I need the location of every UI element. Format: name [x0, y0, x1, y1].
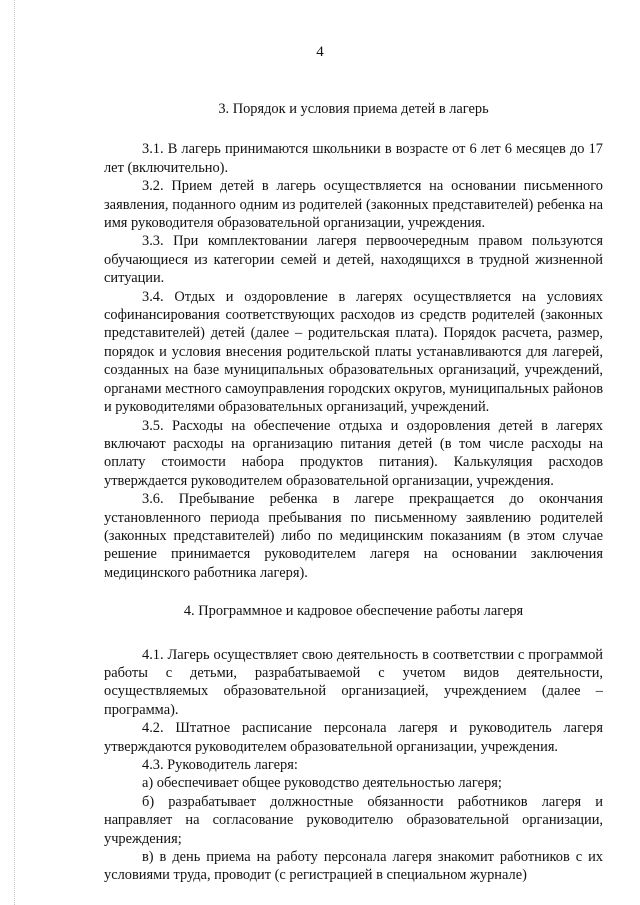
section-4-heading: 4. Программное и кадровое обеспечение работы лагеря	[183, 603, 524, 620]
list-item-b: б) разрабатывает должностные обязанности работников лагеря и направляет на согласование руководителю образовательной организации, учреждения;	[104, 793, 603, 847]
binding-edge-line	[14, 0, 16, 905]
paragraph-4-1: 4.1. Лагерь осуществляет свою деятельность в соответствии с программой работы с детьми, разрабатываемой с учетом видов деятельности, осуществляемых образовательной организацией, учреждением (далее – программа).	[104, 646, 603, 718]
paragraph-3-6: 3.6. Пребывание ребенка в лагере прекращается до окончания установленного периода пребывания по письменному заявлению родителей (законных представителей) либо по медицинским показаниям (в этом случае решение принимается руководителем лагеря на основании заключения медицинского работника лагеря).	[104, 491, 603, 581]
paragraph-3-5: 3.5. Расходы на обеспечение отдыха и оздоровления детей в лагерях включают расходы на организацию питания детей (в том числе расходы на оплату стоимости набора продуктов питания). Калькуляция расходов утверждается руководителем образовательной организации, учреждения.	[104, 417, 603, 489]
paragraph-3-3: 3.3. При комплектовании лагеря первоочередным правом пользуются обучающиеся из категории семей и детей, находящихся в трудной жизненной ситуации.	[104, 233, 603, 287]
page-number: 4	[316, 44, 324, 60]
paragraph-4-2: 4.2. Штатное расписание персонала лагеря и руководитель лагеря утверждаются руководителем образовательной организации, учреждения.	[104, 720, 603, 755]
document-body	[104, 100, 603, 885]
list-item-v: в) в день приема на работу персонала лагеря знакомит работников с их условиями труда, проводит (с регистрацией в специальном журнале)	[104, 849, 603, 884]
paragraph-3-2: 3.2. Прием детей в лагерь осуществляется на основании письменного заявления, поданного одним из родителей (законных представителей) ребенка на имя руководителя образовательной организации, учреждения.	[104, 178, 603, 232]
paragraph-3-4: 3.4. Отдых и оздоровление в лагерях осуществляется на условиях софинансирования соответствующих расходов из средств родителей (законных представителей) детей (далее – родительская плата). Порядок расчета, размер, порядок и условия внесения родительской платы устанавливаются для лагерей, созданных на базе муниципальных образовательных организаций, учреждений, органами местного самоуправления городских округов, муниципальных районов и руководителями образовательных организаций, учреждений.	[104, 288, 603, 416]
paragraph-3-1: 3.1. В лагерь принимаются школьники в возрасте от 6 лет 6 месяцев до 17 лет (включительно).	[104, 141, 603, 176]
paragraph-4-3: 4.3. Руководитель лагеря:	[142, 757, 298, 773]
list-item-a: а) обеспечивает общее руководство деятельностью лагеря;	[142, 775, 502, 792]
section-3-heading: 3. Порядок и условия приема детей в лагерь	[218, 101, 489, 117]
